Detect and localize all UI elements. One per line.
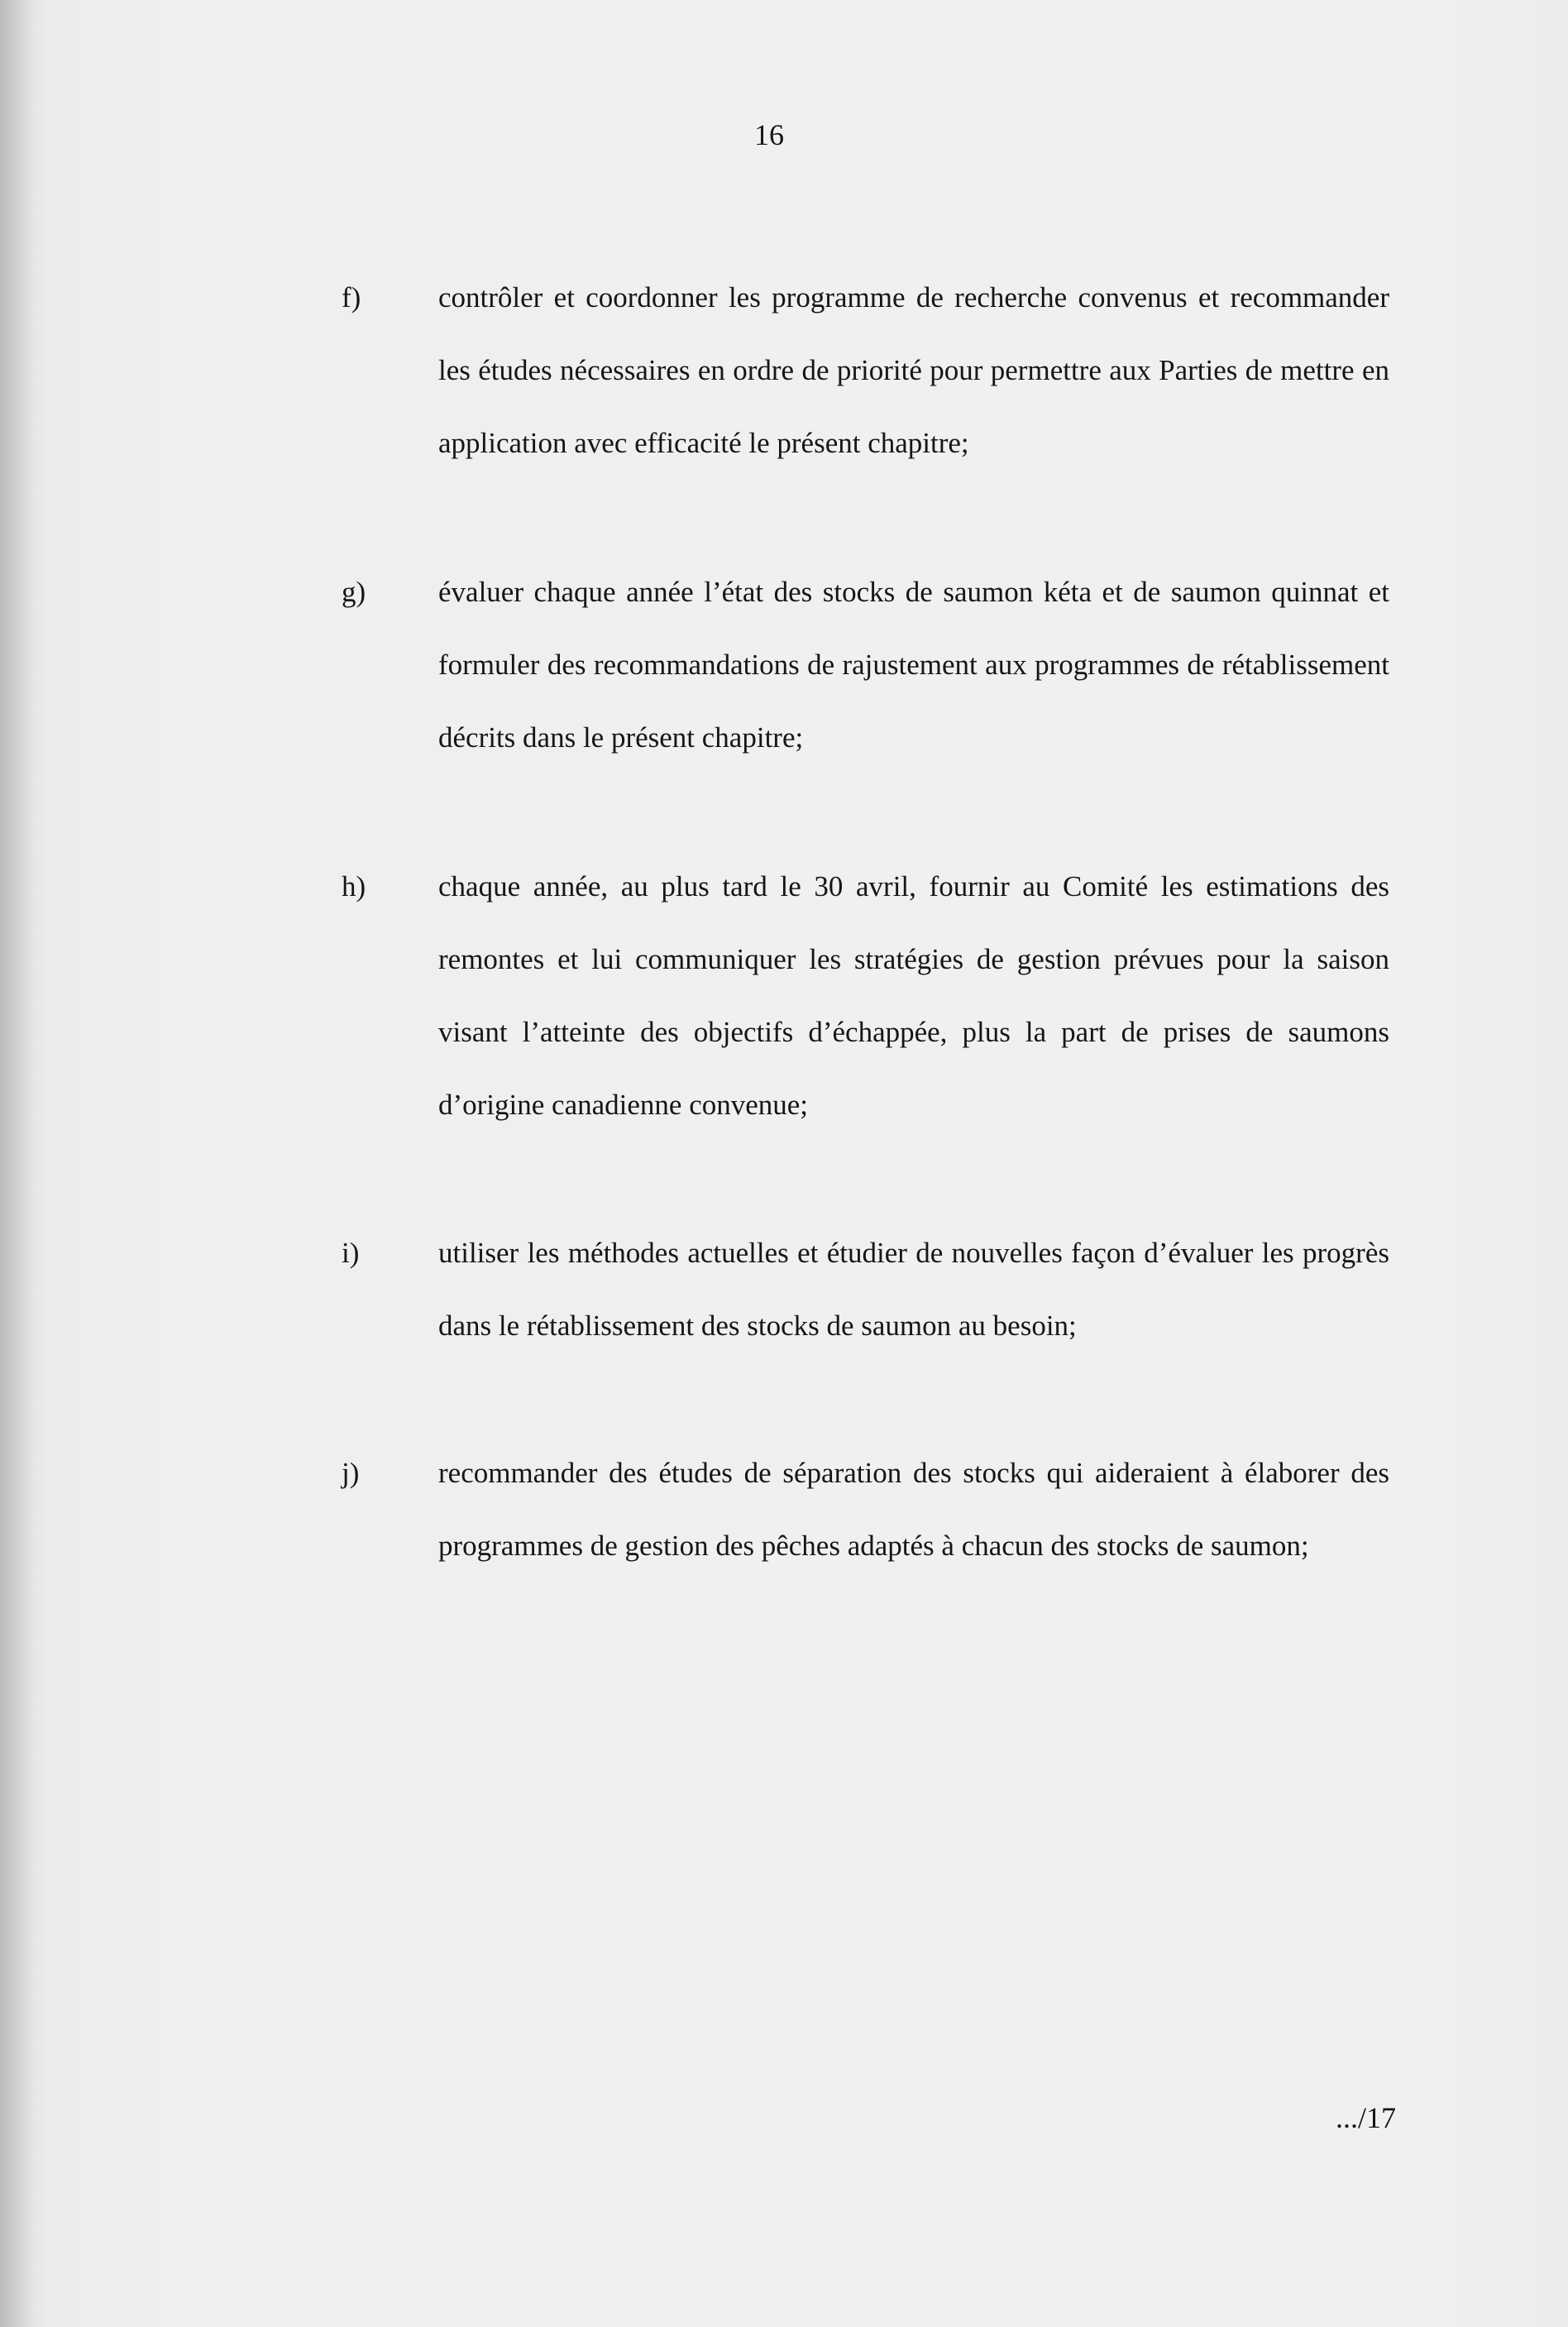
item-text: recommander des études de séparation des stocks qui aideraient à élaborer des programmes de gestion des pêches adaptés à chacun des stocks de saumon; <box>438 1457 1389 1562</box>
item-text: évaluer chaque année l’état des stocks de saumon kéta et de saumon quinnat et formuler des recommandations de rajustement aux programmes de rétablissement décrits dans le présent chapitre; <box>438 576 1389 754</box>
item-label: h) <box>342 870 366 903</box>
item-text: contrôler et coordonner les programme de recherche convenus et recommander les études nécessaires en ordre de priorité pour permettre aux Parties de mettre en application avec efficacité le présent chapitre; <box>438 281 1389 459</box>
item-label: g) <box>342 576 366 608</box>
item-text: chaque année, au plus tard le 30 avril, fournir au Comité les estimations des remontes et lui communiquer les stratégies de gestion prévues pour la saison visant l’atteinte des objectifs d’échappée, plus la part de prises de saumons d’origine canadienne convenue; <box>438 870 1389 1121</box>
continuation-marker: .../17 <box>1335 2101 1396 2134</box>
page-number: 16 <box>754 118 784 151</box>
item-label: j) <box>342 1457 360 1489</box>
item-label: i) <box>342 1237 360 1269</box>
item-text: utiliser les méthodes actuelles et étudier de nouvelles façon d’évaluer les progrès dans le rétablissement des stocks de saumon au besoin; <box>438 1237 1389 1342</box>
page-edge-shadow <box>0 0 33 2327</box>
item-label: f) <box>342 281 361 314</box>
